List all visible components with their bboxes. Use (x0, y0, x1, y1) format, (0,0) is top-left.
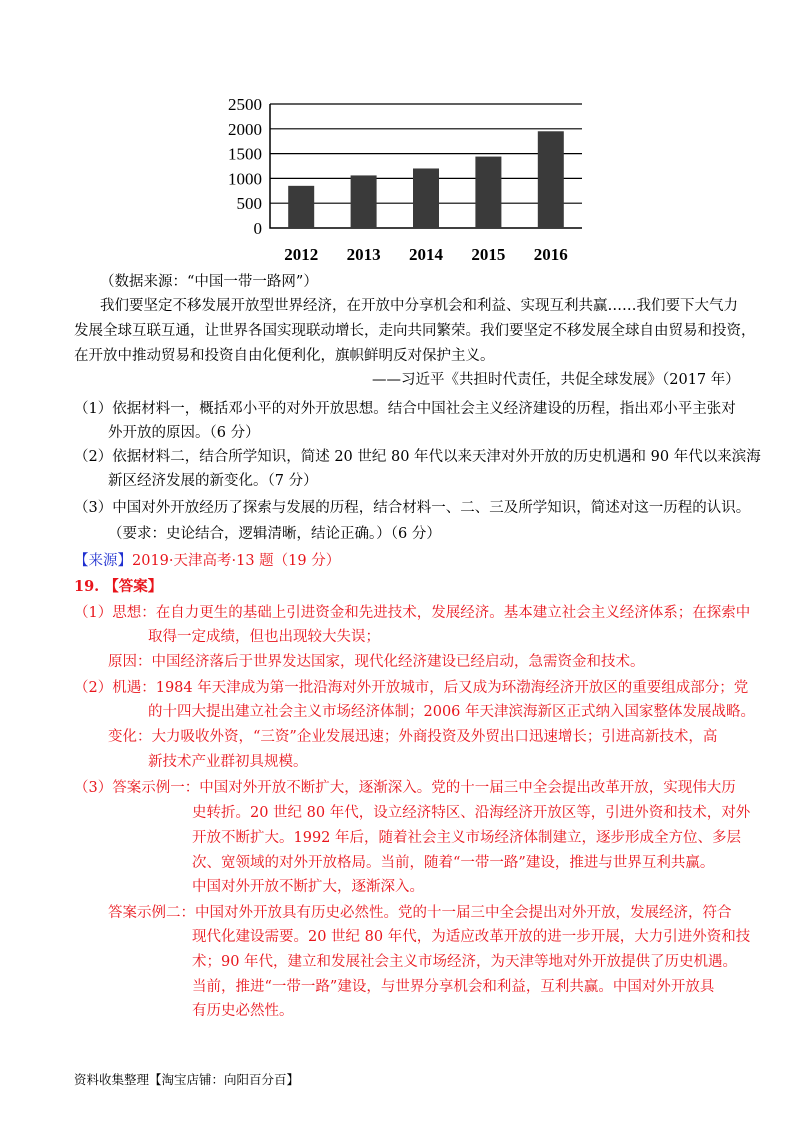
chart-y-ticks (228, 95, 262, 238)
chart-bar-2015 (475, 157, 501, 228)
answer-2-line-4: 新技术产业群初具规模。 (148, 754, 308, 770)
question-1-line-2: 外开放的原因。（6 分） (108, 425, 260, 441)
chart-bar-2013 (351, 175, 377, 228)
chart-x-tick-label: 2014 (409, 245, 443, 264)
answer-3-line-1: （3）答案示例一：中国对外开放不断扩大，逐渐深入。党的十一届三中全会提出改革开放，实现伟大历 (74, 780, 736, 796)
answer-header (74, 575, 162, 599)
chart-y-tick-label: 2000 (228, 119, 262, 139)
answer-3-line-10: 有历史必然性。 (192, 1003, 294, 1019)
source-bracket: 【来源】 (74, 553, 132, 569)
material-line-3: 在开放中推动贸易和投资自由化便利化，旗帜鲜明反对保护主义。 (74, 348, 495, 364)
answer-3-line-6: 答案示例二：中国对外开放具有历史必然性。党的十一届三中全会提出对外开放，发展经济，符合 (108, 905, 732, 921)
answer-3-line-7: 现代化建设需要。20 世纪 80 年代，为适应改革开放的进一步开展，大力引进外资和技 (192, 929, 751, 945)
chart-bar-2012 (288, 186, 314, 228)
answer-3-line-5: 中国对外开放不断扩大，逐渐深入。 (192, 879, 424, 895)
answer-3-line-9: 当前，推进“一带一路”建设，与世界分享机会和利益，互利共赢。中国对外开放具 (192, 979, 715, 995)
answer-number: 19. (74, 578, 100, 595)
answer-3-line-3: 开放不断扩大。1992 年后，随着社会主义市场经济体制建立，逐步形成全方位、多层 (192, 830, 742, 846)
question-2-line-1: （2）依据材料二，结合所学知识，简述 20 世纪 80 年代以来天津对外开放的历史机遇和 90 年代以来滨海 (74, 449, 761, 465)
chart-x-tick-label: 2016 (533, 245, 568, 264)
question-1-line-1: （1）依据材料一，概括邓小平的对外开放思想。结合中国社会主义经济建设的历程，指出邓小平主张对 (74, 401, 736, 417)
chart-y-tick-label: 1000 (228, 169, 262, 189)
source-text: 2019·天津高考·13 题（19 分） (132, 553, 341, 569)
answer-2-line-3: 变化：大力吸收外资，“三资”企业发展迅速；外商投资及外贸出口迅速增长；引进高新技术，高 (108, 729, 718, 745)
chart-bars (288, 131, 564, 228)
material-line-1: 我们要坚定不移发展开放型世界经济，在开放中分享机会和利益、实现互利共赢……我们要下大气力 (100, 298, 738, 314)
answer-3-line-4: 次、宽领域的对外开放格局。当前，随着“一带一路”建设，推进与世界互利共赢。 (192, 855, 715, 871)
chart-source-note: （数据来源：“中国一带一路网”） (100, 274, 318, 290)
answer-label: 【答案】 (104, 578, 163, 595)
chart-y-tick-label: 0 (253, 219, 262, 238)
chart-x-tick-label: 2015 (471, 245, 506, 264)
material-attribution: ——习近平《共担时代责任，共促全球发展》（2017 年） (372, 372, 740, 388)
chart-y-tick-label: 2500 (228, 95, 262, 114)
answer-1-line-1: （1）思想：在自力更生的基础上引进资金和先进技术，发展经济。基本建立社会主义经济体系；在探索中 (74, 605, 751, 621)
chart-x-ticks (284, 245, 568, 264)
chart-x-tick-label: 2012 (284, 245, 319, 264)
chart-x-tick-label: 2013 (346, 245, 381, 264)
chart-bar-2014 (413, 168, 439, 228)
answer-2-line-2: 的十四大提出建立社会主义市场经济体制；2006 年天津滨海新区正式纳入国家整体发展战略。 (148, 704, 756, 720)
answer-3-line-2: 史转折。20 世纪 80 年代，设立经济特区、沿海经济开放区等，引进外资和技术，对外 (192, 805, 751, 821)
question-3-line-2: （要求：史论结合，逻辑清晰，结论正确。）（6 分） (108, 526, 441, 542)
chart-bar-2016 (538, 131, 564, 228)
answer-3-line-8: 术；90 年代，建立和发展社会主义市场经济，为天津等地对外开放提供了历史机遇。 (192, 954, 738, 970)
bar-chart (200, 90, 600, 270)
chart-y-tick-label: 500 (236, 194, 262, 214)
question-3-line-1: （3）中国对外开放经历了探索与发展的历程，结合材料一、二、三及所学知识，简述对这一历程的认识。 (74, 500, 751, 516)
answer-1-line-2: 取得一定成绩，但也出现较大失误； (148, 629, 380, 645)
material-line-2: 发展全球互联互通，让世界各国实现联动增长，走向共同繁荣。我们要坚定不移发展全球自由贸易和投资， (74, 323, 756, 339)
question-2-line-2: 新区经济发展的新变化。（7 分） (108, 473, 318, 489)
chart-y-tick-label: 1500 (228, 144, 262, 164)
source-line (74, 549, 340, 573)
page-footer: 资料收集整理【淘宝店铺：向阳百分百】 (74, 1072, 300, 1087)
answer-1-line-3: 原因：中国经济落后于世界发达国家，现代化经济建设已经启动，急需资金和技术。 (108, 654, 645, 670)
answer-2-line-1: （2）机遇：1984 年天津成为第一批沿海对外开放城市，后又成为环渤海经济开放区的重要组成部分；党 (74, 680, 749, 696)
